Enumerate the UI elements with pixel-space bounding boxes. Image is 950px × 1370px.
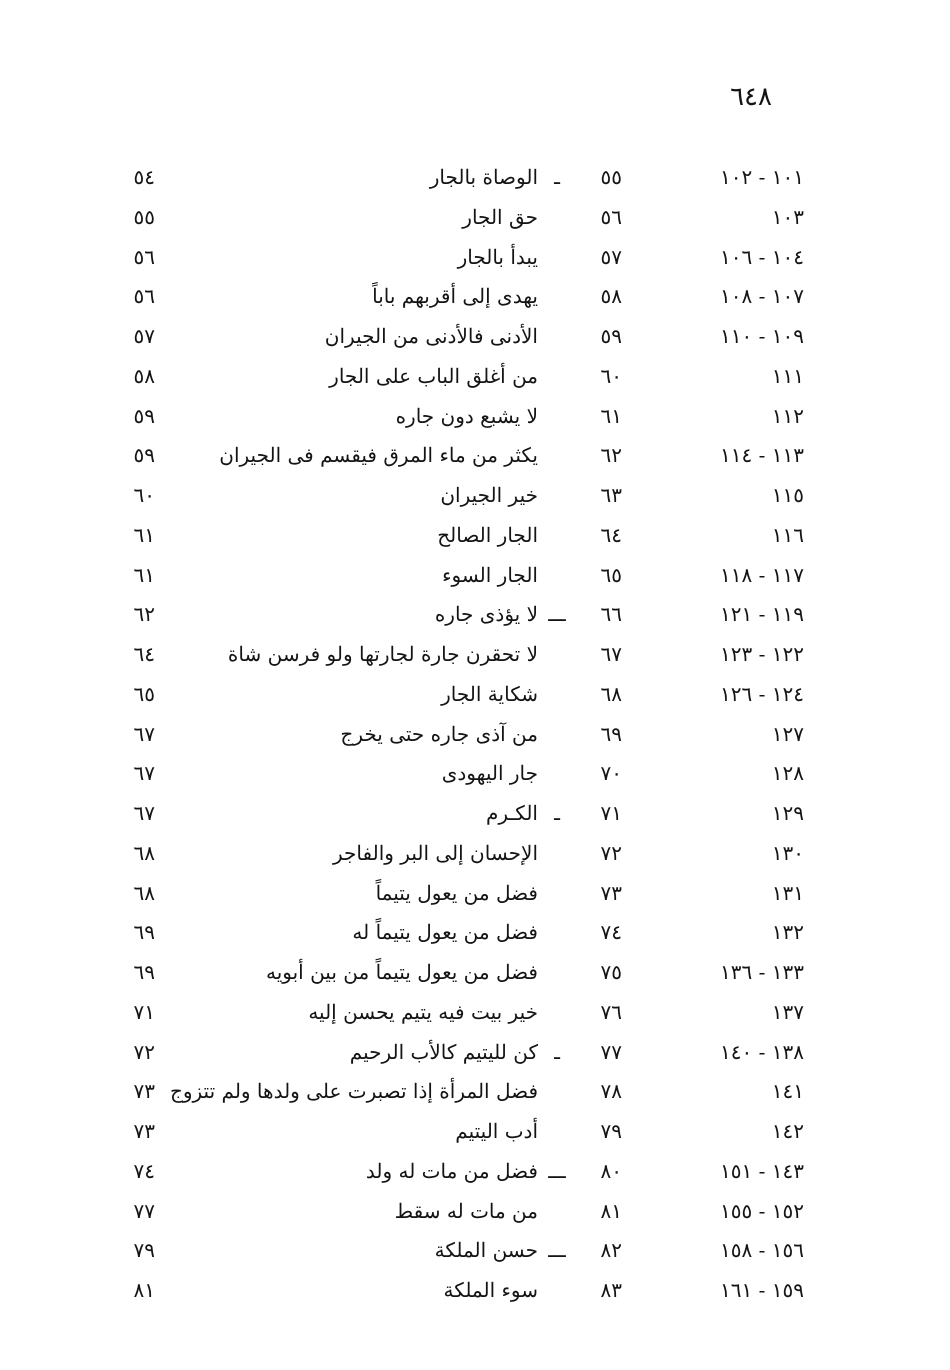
page-reference: ٦٩ (133, 960, 155, 984)
index-row (0, 874, 950, 914)
hadith-range: ١٤٣ - ١٥١ (720, 1158, 804, 1183)
chapter-number: ٧٩ (600, 1119, 622, 1143)
chapter-number: ٦٤ (600, 522, 622, 547)
page-reference: ٧٧ (133, 1198, 155, 1223)
chapter-title: من آذى جاره حتى يخرج (340, 721, 538, 746)
chapter-title: فضل من يعول يتيماً له (352, 920, 538, 945)
chapter-number: ٥٥ (600, 165, 622, 189)
hadith-range: ١٢٢ - ١٢٣ (720, 642, 804, 666)
index-row (0, 556, 950, 596)
chapter-dash: ـ (554, 1039, 560, 1064)
index-row (0, 754, 950, 794)
page-reference: ٦٢ (133, 602, 155, 627)
chapter-title: شكاية الجار (441, 681, 538, 706)
chapter-title: الأدنى فالأدنى من الجيران (324, 324, 538, 348)
page-reference: ٦٤ (133, 642, 155, 666)
chapter-title: الإحسان إلى البر والفاجر (333, 840, 538, 865)
hadith-range: ١٥٦ - ١٥٨ (720, 1238, 804, 1263)
index-row (0, 1072, 950, 1112)
hadith-range: ١٤١ (771, 1079, 804, 1104)
chapter-number: ٦٨ (600, 681, 622, 706)
hadith-range: ١٣٢ (771, 920, 804, 945)
hadith-range: ١٠٩ - ١١٠ (720, 324, 804, 348)
chapter-title: لا تحقرن جارة لجارتها ولو فرسن شاة (227, 642, 538, 666)
page-reference: ٦٨ (133, 880, 155, 905)
chapter-title: كن لليتيم كالأب الرحيم (349, 1039, 538, 1064)
index-row (0, 357, 950, 397)
chapter-number: ٨٣ (600, 1278, 622, 1302)
index-row (0, 913, 950, 953)
chapter-title: حق الجار (462, 204, 538, 229)
chapter-number: ٦٢ (600, 443, 622, 468)
page-reference: ٥٦ (133, 284, 155, 309)
chapter-number: ٧٠ (600, 761, 622, 786)
chapter-title: من مات له سقط (394, 1198, 538, 1223)
hadith-range: ١١٣ - ١١٤ (720, 443, 804, 468)
page-reference: ٧٤ (133, 1158, 155, 1183)
chapter-title: خير بيت فيه يتيم يحسن إليه (308, 999, 538, 1024)
chapter-number: ٧٤ (600, 920, 622, 945)
page-reference: ٥٩ (133, 403, 155, 428)
index-row (0, 516, 950, 556)
chapter-title: الكـرم (486, 801, 538, 825)
chapter-number: ٦٧ (600, 642, 622, 666)
hadith-range: ١١٥ (771, 483, 804, 507)
page-reference: ٦٠ (133, 483, 155, 507)
chapter-dash: ـــ (548, 1158, 566, 1183)
index-row (0, 238, 950, 278)
page-reference: ٦١ (133, 562, 155, 587)
hadith-range: ١٣١ (771, 880, 804, 905)
chapter-title: الجار الصالح (437, 522, 538, 547)
page-reference: ٥٧ (133, 324, 155, 348)
chapter-number: ٦٦ (600, 602, 622, 627)
page-reference: ٧٢ (133, 1039, 155, 1064)
index-row (0, 1192, 950, 1232)
chapter-number: ٦٣ (600, 483, 622, 507)
index-row (0, 198, 950, 238)
chapter-title: الجار السوء (442, 562, 538, 587)
page-reference: ٥٦ (133, 244, 155, 269)
index-row (0, 953, 950, 993)
chapter-dash: ـــ (548, 602, 566, 627)
hadith-range: ١٢٨ (771, 761, 804, 786)
chapter-title: حسن الملكة (434, 1238, 538, 1263)
chapter-number: ٧٧ (600, 1039, 622, 1064)
hadith-range: ١٣٠ (771, 840, 804, 865)
index-row (0, 436, 950, 476)
chapter-title: يبدأ بالجار (457, 244, 538, 269)
chapter-title: لا يؤذى جاره (434, 602, 538, 627)
chapter-number: ٥٨ (600, 284, 622, 309)
chapter-number: ٧١ (600, 801, 622, 825)
chapter-dash: ـ (554, 165, 560, 189)
index-row (0, 1112, 950, 1152)
page-reference: ٧٣ (133, 1119, 155, 1143)
page-reference: ٨١ (133, 1278, 155, 1302)
hadith-range: ١١٦ (771, 522, 804, 547)
hadith-range: ١٤٢ (771, 1119, 804, 1143)
chapter-title: يهدى إلى أقربهم باباً (372, 284, 538, 309)
chapter-number: ٥٧ (600, 244, 622, 269)
chapter-number: ٧٢ (600, 840, 622, 865)
index-row (0, 1152, 950, 1192)
page-reference: ٥٨ (133, 363, 155, 388)
chapter-number: ٨٢ (600, 1238, 622, 1263)
hadith-range: ١٣٣ - ١٣٦ (720, 960, 804, 984)
chapter-title: فضل من مات له ولد (365, 1158, 538, 1183)
chapter-number: ٧٦ (600, 999, 622, 1024)
chapter-title: خير الجيران (440, 483, 538, 507)
index-row (0, 317, 950, 357)
hadith-range: ١٠٧ - ١٠٨ (720, 284, 804, 309)
hadith-range: ١٢٧ (771, 721, 804, 746)
page-reference: ٥٥ (133, 204, 155, 229)
chapter-title: من أغلق الباب على الجار (329, 363, 538, 388)
page-reference: ٧٣ (133, 1079, 155, 1104)
chapter-number: ٥٩ (600, 324, 622, 348)
index-row (0, 277, 950, 317)
chapter-number: ٧٥ (600, 960, 622, 984)
chapter-dash: ـــ (548, 1238, 566, 1263)
chapter-title: أدب اليتيم (455, 1119, 538, 1143)
chapter-number: ٦٩ (600, 721, 622, 746)
hadith-range: ١١٧ - ١١٨ (720, 562, 804, 587)
index-row (0, 993, 950, 1033)
hadith-range: ١٢٤ - ١٢٦ (720, 681, 804, 706)
page-reference: ٥٤ (133, 165, 155, 189)
chapter-title: جار اليهودى (441, 761, 538, 786)
index-row (0, 834, 950, 874)
chapter-number: ٦١ (600, 403, 622, 428)
hadith-range: ١٠٣ (771, 204, 804, 229)
page-reference: ٦١ (133, 522, 155, 547)
index-row (0, 794, 950, 834)
index-row (0, 476, 950, 516)
hadith-range: ١٠١ - ١٠٢ (720, 165, 804, 189)
index-row (0, 675, 950, 715)
index-row (0, 1271, 950, 1311)
page-number: ٦٤٨ (730, 82, 772, 112)
chapter-number: ٧٣ (600, 880, 622, 905)
chapter-title: فضل من يعول يتيماً من بين أبويه (265, 960, 538, 984)
index-row (0, 595, 950, 635)
chapter-title: سوء الملكة (443, 1278, 538, 1302)
chapter-dash: ـ (554, 801, 560, 825)
page-reference: ٥٩ (133, 443, 155, 468)
chapter-title: فضل المرأة إذا تصبرت على ولدها ولم تتزوج (169, 1079, 538, 1104)
hadith-range: ١٠٤ - ١٠٦ (720, 244, 804, 269)
chapter-number: ٥٦ (600, 204, 622, 229)
page-reference: ٦٧ (133, 801, 155, 825)
page-reference: ٦٨ (133, 840, 155, 865)
index-row (0, 715, 950, 755)
hadith-range: ١١٩ - ١٢١ (720, 602, 804, 627)
index-row (0, 1231, 950, 1271)
hadith-range: ١٣٧ (771, 999, 804, 1024)
chapter-number: ٨٠ (600, 1158, 622, 1183)
hadith-range: ١١١ (771, 363, 804, 388)
chapter-number: ٦٥ (600, 562, 622, 587)
chapter-number: ٧٨ (600, 1079, 622, 1104)
page-reference: ٦٩ (133, 920, 155, 945)
index-row (0, 158, 950, 198)
index-row (0, 1033, 950, 1073)
index-table (0, 158, 950, 1311)
page-reference: ٦٧ (133, 721, 155, 746)
hadith-range: ١١٢ (771, 403, 804, 428)
chapter-title: يكثر من ماء المرق فيقسم فى الجيران (219, 443, 538, 468)
hadith-range: ١٣٨ - ١٤٠ (720, 1039, 804, 1064)
chapter-title: فضل من يعول يتيماً (375, 880, 538, 905)
page-reference: ٦٧ (133, 761, 155, 786)
hadith-range: ١٢٩ (771, 801, 804, 825)
chapter-title: لا يشبع دون جاره (395, 403, 538, 428)
chapter-number: ٨١ (600, 1198, 622, 1223)
page-reference: ٧٩ (133, 1238, 155, 1263)
index-row (0, 635, 950, 675)
index-row (0, 397, 950, 437)
page-reference: ٧١ (133, 999, 155, 1024)
hadith-range: ١٥٢ - ١٥٥ (720, 1198, 804, 1223)
chapter-title: الوصاة بالجار (429, 165, 538, 189)
page-reference: ٦٥ (133, 681, 155, 706)
chapter-number: ٦٠ (600, 363, 622, 388)
hadith-range: ١٥٩ - ١٦١ (720, 1278, 804, 1302)
